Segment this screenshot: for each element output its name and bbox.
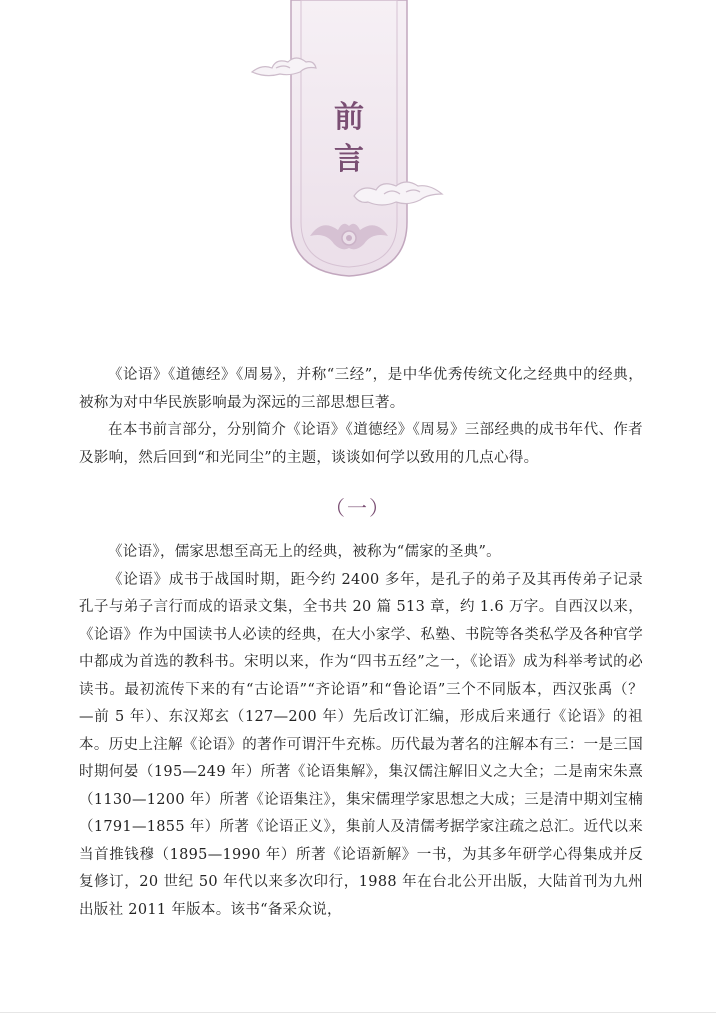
section-heading: （一） [325,496,391,520]
chapter-banner [0,0,716,290]
intro-paragraph-2: 在本书前言部分，分别简介《论语》《道德经》《周易》三部经典的成书年代、作者及影响，然后回到“和光同尘”的主题，谈谈如何学以致用的几点心得。 [79,422,643,466]
section-body [79,539,643,924]
intro-section [79,362,643,472]
intro-paragraph-1: 《论语》《道德经》《周易》，并称“三经”，是中华优秀传统文化之经典中的经典，被称为对中华民族影响最为深远的三部思想巨著。 [79,367,643,411]
section-paragraph-2: 《论语》成书于战国时期，距今约 2400 多年，是孔子的弟子及其再传弟子记录孔子与弟子言行而成的语录文集，全书共 20 篇 513 章，约 1.6 万字。自西汉以来，《论语》作为中国读书人必读的经典，在大小家学、私塾、书院等各类私学及各种官学中都成为首选的教科书。宋明以来，作为“四书五经”之一，《论语》成为科举考试的必读书。最初流传下来的有“古论语”“齐论语”和“鲁论语”三个不同版本，西汉张禹（？—前 5 年）、东汉郑玄（127—200 年）先后改订汇编，形成后来通行《论语》的祖本。历史上注解《论语》的著作可谓汗牛充栋。历代最为著名的注解本有三：一是三国时期何晏（195—249 年）所著《论语集解》，集汉儒注解旧义之大全；二是南宋朱熹（1130—1200 年）所著《论语集注》，集宋儒理学家思想之大成；三是清中期刘宝楠（1791—1855 年）所著《论语正义》，集前人及清儒考据学家注疏之总汇。近代以来当首推钱穆（1895—1990 年）所著《论语新解》一书，为其多年研学心得集成并反复修订，20 世纪 50 年代以来多次印行，1988 年在台北公开出版，大陆首刊为九州出版社 2011 年版本。该书“备采众说， [79,571,643,918]
page-title-char-2: 言 [334,142,364,177]
section-paragraph-1: 《论语》，儒家思想至高无上的经典，被称为“儒家的圣典”。 [108,544,501,560]
page-bottom-divider [0,1012,716,1013]
page-title-char-1: 前 [334,100,364,135]
